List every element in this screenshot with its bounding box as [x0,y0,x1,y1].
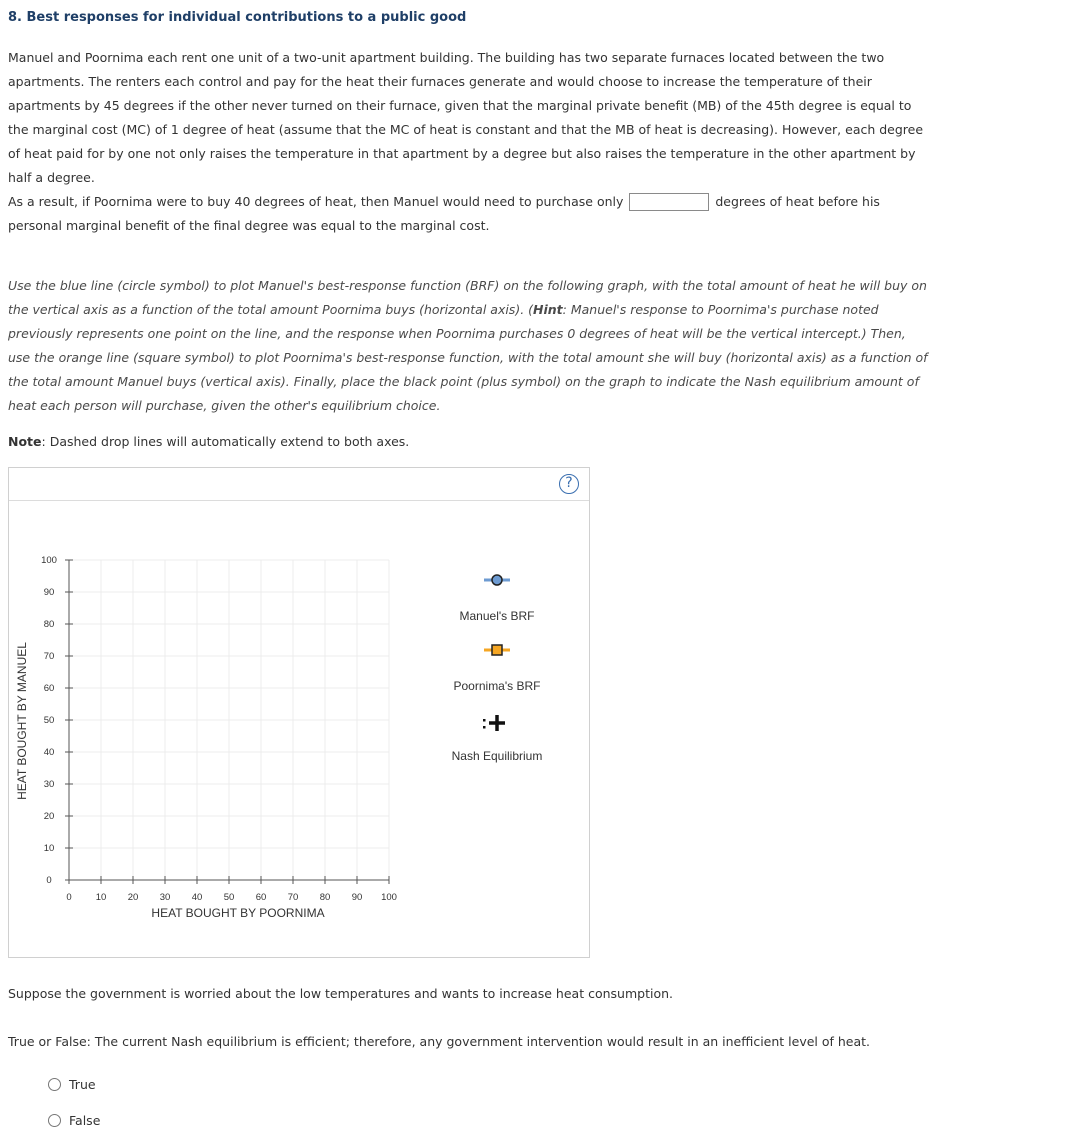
chart-svg[interactable] [9,468,589,957]
instructions-part1: Use the blue line (circle symbol) to plot Manuel's best-response function (BRF) on the following graph, with the total amount of heat he will buy on the vertical axis as a function of the total amount Poornima buys (horizontal axis). ( [8,278,927,317]
x-tick-label: 90 [351,892,363,903]
instructions-part2: : Manuel's response to Poornima's purchase noted previously represents one point on the line, and the response when Poornima purchases 0 degrees of heat will be the vertical intercept.) Then, use the orange line (square symbol) to plot Poornima's best-response function, with the total amount she will buy (horizontal axis) as a function of the total amount Manuel buys (vertical axis). Finally, place the black point (plus symbol) on the graph to indicate the Nash equilibrium amount of heat each person will purchase, given the other's equilibrium choice. [8,302,928,413]
grid-layer [69,560,389,880]
help-icon[interactable]: ? [559,474,579,494]
legend-nash-label: Nash Equilibrium [451,749,543,763]
legend-manuel-brf[interactable] [460,575,535,623]
square-symbol-icon [492,645,502,655]
x-tick-label: 30 [159,892,171,903]
y-tick-label: 100 [41,555,57,566]
question1-text-after: degrees of heat before his personal marginal benefit of the final degree was equal to the marginal cost. [8,194,880,233]
y-tick-label: 80 [43,619,55,630]
legend-nash-equilibrium[interactable] [452,715,543,763]
option-false[interactable] [48,1111,100,1129]
x-tick-label: 80 [319,892,331,903]
radio-false[interactable] [48,1114,61,1127]
legend-manuel-label: Manuel's BRF [459,609,535,623]
y-tick-label: 30 [43,779,55,790]
plus-symbol-icon [489,715,505,731]
graph-panel [8,467,590,958]
x-tick-label: 60 [255,892,267,903]
x-axis-title: HEAT BOUGHT BY POORNIMA [151,906,325,920]
dot-icon [483,719,486,722]
question-heading: 8. Best responses for individual contributions to a public good [8,10,467,25]
graph-instructions [8,274,928,418]
question3-text: True or False: The current Nash equilibrium is efficient; therefore, any government intervention would result in an inefficient level of heat. [8,1034,871,1049]
axes-layer [41,555,397,903]
y-tick-label: 90 [43,587,55,598]
legend-poornima-brf[interactable] [454,645,541,693]
manuel-purchase-input[interactable] [629,193,709,211]
y-tick-label: 0 [46,875,52,886]
y-tick-label: 20 [43,811,55,822]
note-label: Note [8,434,42,449]
x-tick-label: 50 [223,892,235,903]
note-line [8,430,928,454]
question2-text: Suppose the government is worried about the low temperatures and wants to increase heat consumption. [8,986,673,1001]
question1-paragraph [8,190,928,238]
option-true[interactable] [48,1075,96,1093]
x-tick-label: 70 [287,892,299,903]
y-tick-label: 50 [43,715,55,726]
x-tick-label: 100 [381,892,397,903]
dot-icon [483,726,486,729]
option-true-label: True [69,1076,96,1092]
x-tick-label: 40 [191,892,203,903]
y-tick-label: 70 [43,651,55,662]
y-tick-label: 60 [43,683,55,694]
y-tick-label: 40 [43,747,55,758]
radio-true[interactable] [48,1078,61,1091]
question1-text-before: As a result, if Poornima were to buy 40 degrees of heat, then Manuel would need to purchase only [8,194,624,209]
option-false-label: False [69,1112,101,1128]
y-axis-title: HEAT BOUGHT BY MANUEL [15,642,29,800]
note-text: : Dashed drop lines will automatically extend to both axes. [41,434,410,449]
x-tick-label: 20 [127,892,139,903]
legend-poornima-label: Poornima's BRF [453,679,541,693]
circle-symbol-icon [492,575,502,585]
x-tick-label: 10 [95,892,107,903]
x-tick-label: 0 [66,892,72,903]
hint-label: Hint [533,302,563,317]
intro-paragraph: Manuel and Poornima each rent one unit of a two-unit apartment building. The building has two separate furnaces located between the two apartments. The renters each control and pay for the heat their furnaces generate and would choose to increase the temperature of their apartments by 45 degrees if the other never turned on their furnace, given that the marginal private benefit (MB) of the 45th degree is equal to the marginal cost (MC) of 1 degree of heat (assume that the MC of heat is constant and that the MB of heat is decreasing). However, each degree of heat paid for by one not only raises the temperature in that apartment by a degree but also raises the temperature in the other apartment by half a degree. [8,50,924,185]
y-tick-label: 10 [43,843,55,854]
